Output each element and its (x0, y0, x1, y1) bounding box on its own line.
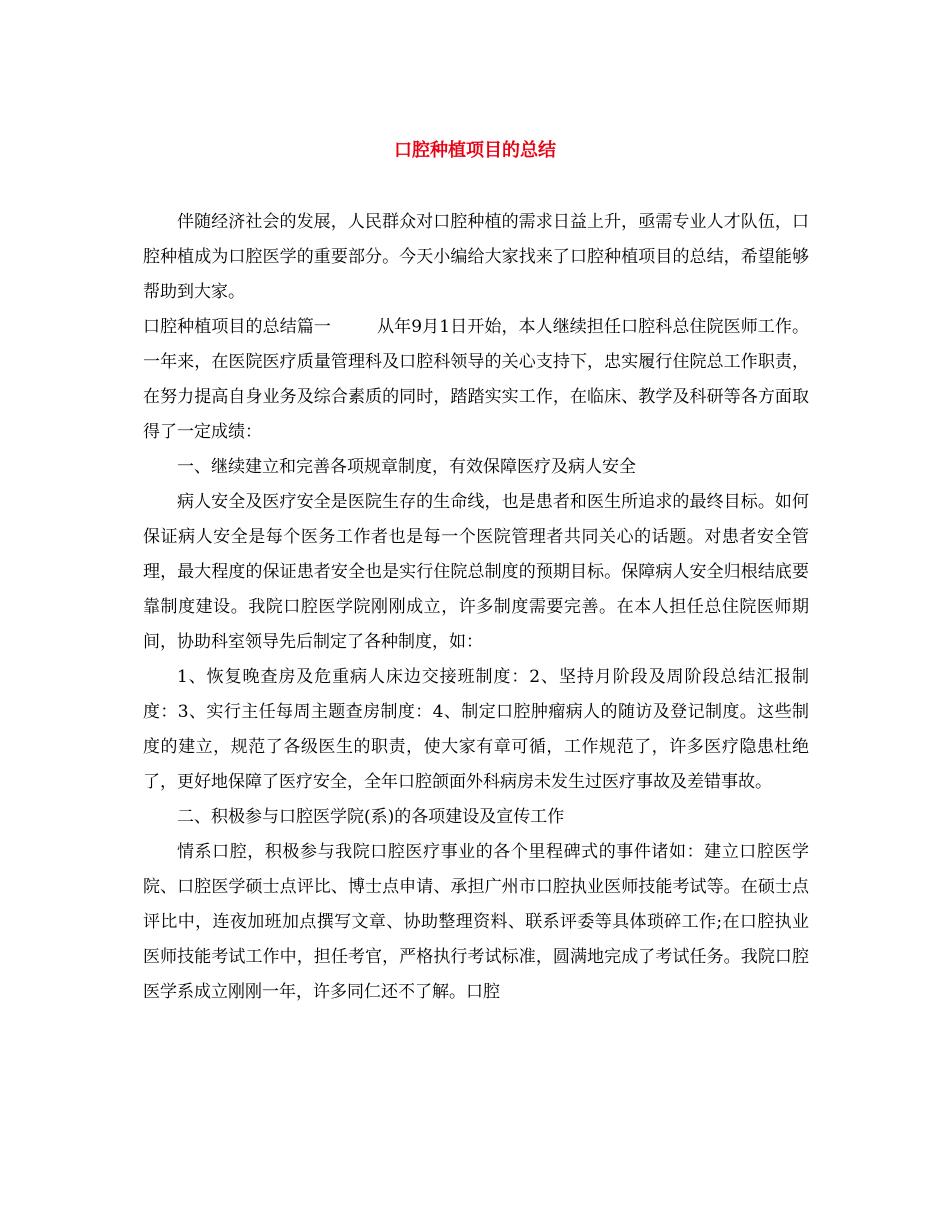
paragraph-2: 1、恢复晚查房及危重病人床边交接班制度：2、坚持月阶段及周阶段总结汇报制度：3、实行主任每周主题查房制度：4、制定口腔肿瘤病人的随访及登记制度。这些制度的建立，规范了各级医生的职责，使大家有章可循，工作规范了，许多医疗隐患杜绝了，更好地保障了医疗安全，全年口腔颌面外科病房未发生过医疗事故及差错事故。 (143, 667, 809, 792)
heading-2: 二、积极参与口腔医学院(系)的各项建设及宣传工作 (177, 807, 565, 827)
section-first-paragraph (143, 310, 809, 450)
document-title: 口腔种植项目的总结 (394, 140, 556, 161)
section-first-text: 从年9月1日开始，本人继续担任口腔科总住院医师工作。一年来，在医院医疗质量管理科及口腔科领导的关心支持下，忠实履行住院总工作职责，在努力提高自身业务及综合素质的同时，踏踏实实工作，在临床、教学及科研等各方面取得了一定成绩： (143, 317, 809, 442)
paragraph-1: 病人安全及医疗安全是医院生存的生命线，也是患者和医生所追求的最终目标。如何保证病人安全是每个医务工作者也是每一个医院管理者共同关心的话题。对患者安全管理，最大程度的保证患者安全也是实行住院总制度的预期目标。保障病人安全归根结底要靠制度建设。我院口腔医学院刚刚成立，许多制度需要完善。在本人担任总住院医师期间，协助科室领导先后制定了各种制度，如： (143, 492, 809, 652)
heading-1: 一、继续建立和完善各项规章制度，有效保障医疗及病人安全 (177, 457, 636, 477)
intro-paragraph: 伴随经济社会的发展，人民群众对口腔种植的需求日益上升，亟需专业人才队伍，口腔种植成为口腔医学的重要部分。今天小编给大家找来了口腔种植项目的总结，希望能够帮助到大家。 (143, 212, 809, 302)
section-label: 口腔种植项目的总结篇一 (143, 317, 331, 337)
paragraph-3: 情系口腔，积极参与我院口腔医疗事业的各个里程碑式的事件诸如：建立口腔医学院、口腔医学硕士点评比、博士点申请、承担广州市口腔执业医师技能考试等。在硕士点评比中，连夜加班加点撰写文章、协助整理资料、联系评委等具体琐碎工作;在口腔执业医师技能考试工作中，担任考官，严格执行考试标准，圆满地完成了考试任务。我院口腔医学系成立刚刚一年，许多同仁还不了解。口腔 (143, 842, 809, 1002)
document-body (143, 205, 809, 1010)
